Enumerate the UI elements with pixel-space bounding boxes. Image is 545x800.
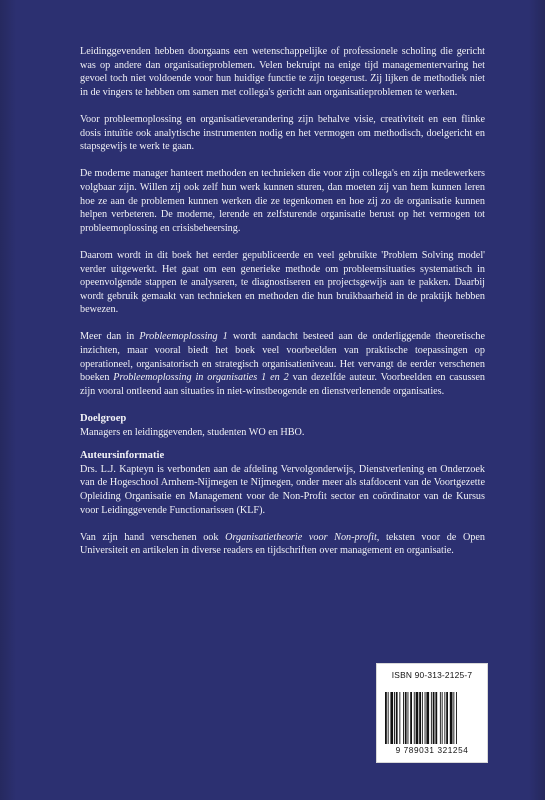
barcode-bar	[435, 692, 437, 744]
barcode-label	[376, 663, 488, 763]
barcode-bar	[425, 692, 426, 744]
barcode-bar	[410, 692, 412, 744]
paragraph-other-publications	[80, 531, 485, 558]
paragraph-intro: Leidinggevenden hebben doorgaans een wetenschappelijke of professionele scholing die gericht was op andere dan organisatieproblemen. Velen bekruipt na enige tijd managementervaring het gevoel toch niet voldoende voor hun huidige functie te zijn toegerust. Zij lijken de methodiek niet in de vingers te hebben om samen met collega's gericht aan organisatieproblemen te werken.	[80, 46, 485, 98]
barcode-bar	[394, 692, 395, 744]
paragraph-manager: De moderne manager hanteert methoden en technieken die voor zijn collega's en zijn medewerkers volgbaar zijn. Willen zij ook zelf hun werk kunnen sturen, dan moeten zij van hem kunnen leren hoe ze aan de problemen kunnen werken die ze tegenkomen en hoe zij zo de organisatie kunnen helpen verbeteren. De moderne, lerende en zelfsturende organisatie berust op het vermogen tot probleemoplossing en crisisbeheersing.	[80, 168, 485, 234]
book-title-probleemoplossing-1: Probleemoplossing 1	[139, 331, 228, 343]
paragraph-book-part-b: wordt aandacht besteed aan de onderliggende theoretische inzichten, maar vooral biedt het boek veel voorbeelden van praktische toepassingen op operationeel, organisatorisch en strategisch organisatieniveau. Het vervangt de eerder verschenen boeken	[80, 331, 485, 384]
other-pubs-part-b: , teksten voor de Open Universiteit en artikelen in diverse readers en tijdschriften over management en organisatie.	[80, 531, 486, 557]
barcode-bar	[440, 692, 441, 744]
barcode-bar	[456, 692, 457, 744]
paragraph-model: Daarom wordt in dit boek het eerder gepubliceerde en veel gebruikte 'Problem Solving model' verder uitgewerkt. Het gaat om een generieke methode om probleemsituaties systematisch in opeenvolgende stappen te analyseren, te diagnostiseren en projectsgewijs aan te pakken. Daarbij wordt gebruik gemaakt van technieken en methoden die hun bruikbaarheid in de praktijk hebben bewezen.	[80, 249, 485, 316]
barcode-bar	[419, 692, 421, 744]
other-pubs-part-a: Van zijn hand verschenen ook	[80, 531, 226, 543]
barcode-bar	[388, 692, 389, 744]
blurb-text	[80, 45, 485, 572]
barcode-bar	[446, 692, 448, 744]
barcode-bar	[433, 692, 435, 744]
barcode-icon	[385, 692, 481, 744]
barcode-bar	[408, 692, 409, 744]
barcode-bar	[390, 692, 393, 744]
doelgroep-text: Managers en leidinggevenden, studenten WO en HBO.	[80, 426, 305, 438]
paragraph-book-part-a: Meer dan in	[80, 331, 140, 343]
barcode-bar	[431, 692, 432, 744]
book-title-organisaties: Probleemoplossing in organisaties 1 en 2	[113, 372, 289, 384]
barcode-bar	[422, 692, 423, 744]
barcode-bar	[399, 692, 400, 744]
heading-doelgroep: Doelgroep	[80, 413, 127, 425]
heading-auteursinformatie: Auteursinformatie	[80, 450, 165, 462]
barcode-bar	[442, 692, 443, 744]
book-title-organisatietheorie: Organisatietheorie voor Non-profit	[225, 531, 377, 543]
barcode-bar	[444, 692, 445, 744]
barcode-bar	[416, 692, 419, 744]
paragraph-book-part-c: van dezelfde auteur. Voorbeelden en casussen zijn vooral ontleend aan situaties in niet-winstbeogende en dienstverlenende organisaties.	[80, 372, 485, 397]
paragraph-tools: Voor probleemoplossing en organisatieverandering zijn behalve visie, creativiteit en een flinke dosis intuïtie ook analytische instrumenten nodig en het vermogen om methodisch, doelgericht en stapsgewijs te werk te gaan.	[80, 113, 485, 153]
barcode-bar	[396, 692, 398, 744]
barcode-bar	[385, 692, 387, 744]
barcode-bar	[403, 692, 404, 744]
barcode-bar	[450, 692, 453, 744]
auteur-text: Drs. L.J. Kapteyn is verbonden aan de afdeling Vervolgonderwijs, Dienstverlening en Onderzoek van de Hogeschool Arnhem-Nijmegen te Nijmegen, onder meer als stafdocent van de Voortgezette Opleiding Organisatie en Management voor de Non-Profit sector en coördinator van de Kursus voor Leidinggevende Functionarissen (KLF).	[80, 463, 485, 516]
paragraph-book	[80, 330, 485, 398]
isbn-text: ISBN 90-313-2125-7	[391, 670, 473, 680]
section-doelgroep	[80, 412, 485, 439]
barcode-bar	[414, 692, 415, 744]
barcode-bar	[405, 692, 407, 744]
barcode-number: 9 789031 321254	[395, 746, 469, 755]
barcode-bar	[453, 692, 454, 744]
barcode-bar	[426, 692, 429, 744]
section-auteur	[80, 449, 485, 517]
